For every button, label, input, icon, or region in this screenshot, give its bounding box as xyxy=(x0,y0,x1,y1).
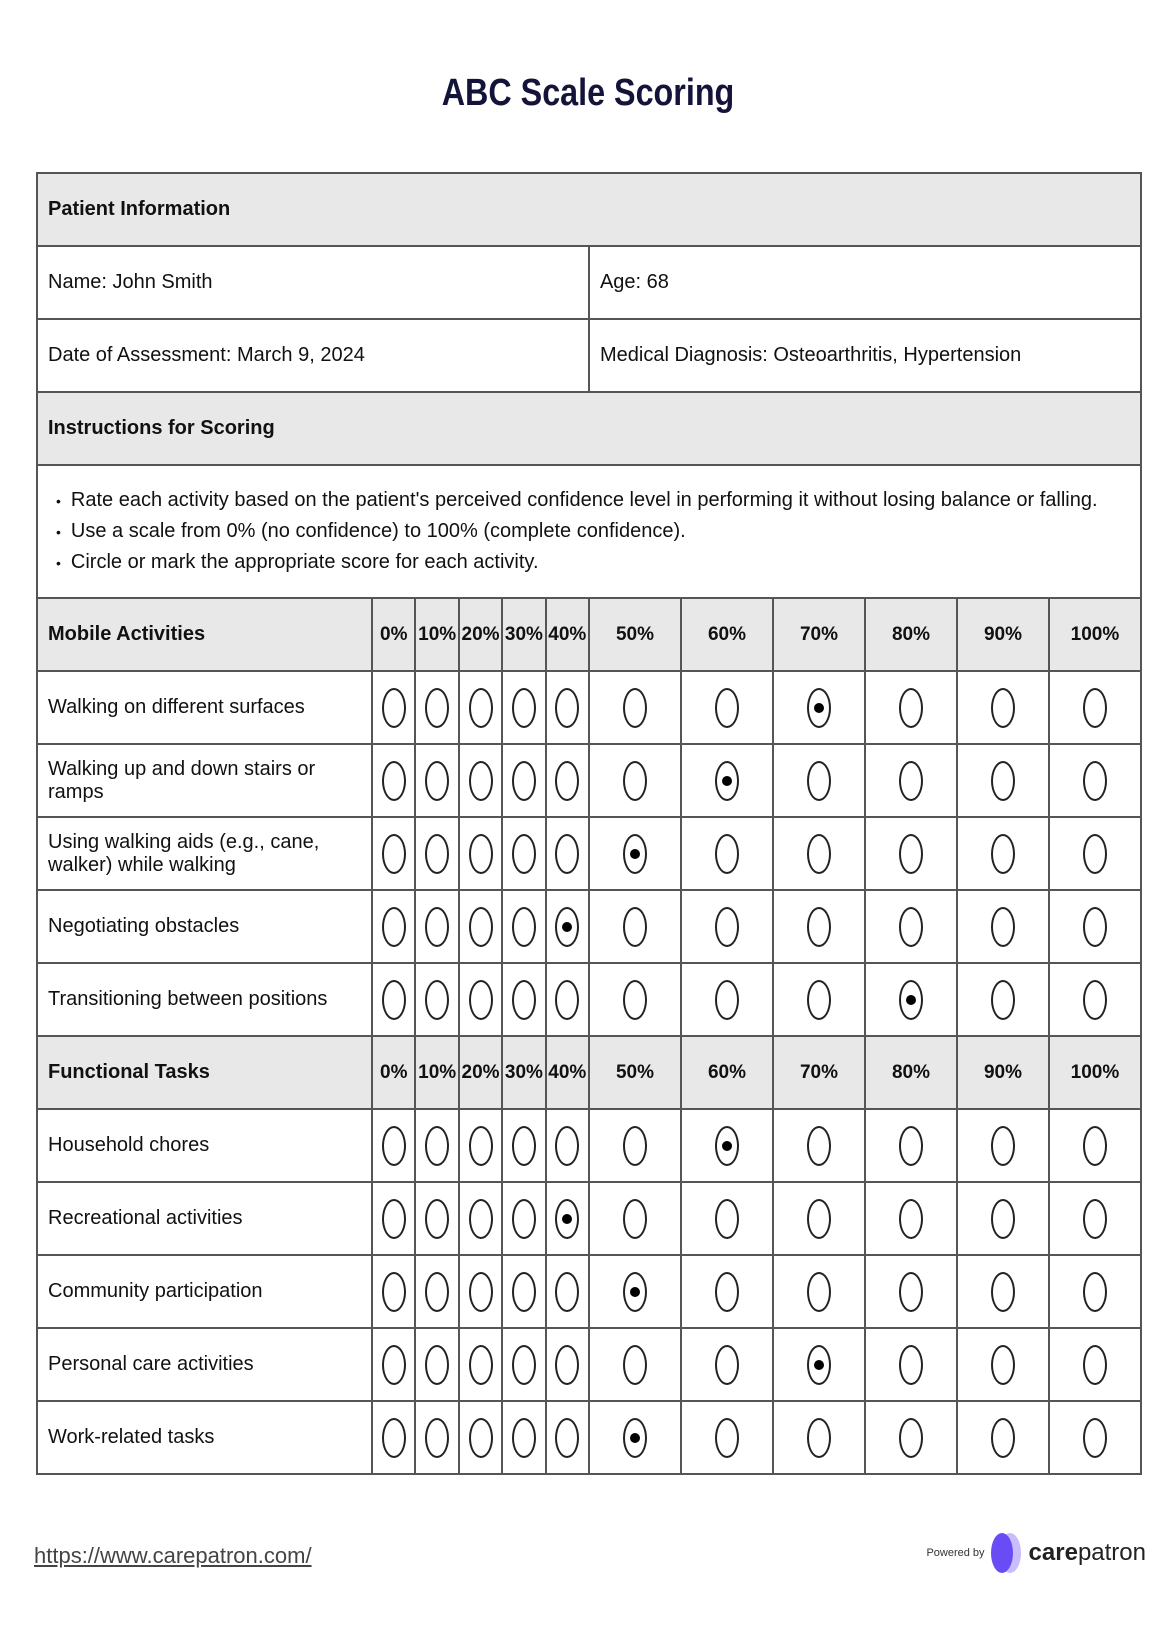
radio-cell xyxy=(372,671,415,744)
radio-cell xyxy=(372,1182,415,1255)
score-radio[interactable] xyxy=(555,688,579,728)
radio-cell xyxy=(1049,1109,1141,1182)
radio-cell xyxy=(372,890,415,963)
score-radio[interactable] xyxy=(512,1418,536,1458)
radio-cell xyxy=(372,817,415,890)
radio-cell xyxy=(865,1401,957,1474)
radio-cell xyxy=(372,1328,415,1401)
score-radio[interactable] xyxy=(991,1272,1015,1312)
radio-cell xyxy=(415,1401,458,1474)
radio-cell xyxy=(459,890,502,963)
activity-row xyxy=(37,1255,1141,1328)
score-radio[interactable] xyxy=(382,761,406,801)
activity-label: Negotiating obstacles xyxy=(37,890,372,963)
scale-header: 30% xyxy=(502,1036,545,1109)
powered-by-label: Powered by xyxy=(926,1547,985,1559)
radio-cell xyxy=(773,963,865,1036)
assessment-date: Date of Assessment: March 9, 2024 xyxy=(37,319,589,392)
score-radio[interactable] xyxy=(1083,761,1107,801)
activity-label: Community participation xyxy=(37,1255,372,1328)
score-radio[interactable] xyxy=(899,688,923,728)
score-radio[interactable] xyxy=(623,1345,647,1385)
radio-cell xyxy=(546,1109,589,1182)
scale-header: 0% xyxy=(372,598,415,671)
radio-cell xyxy=(502,671,545,744)
score-radio[interactable] xyxy=(382,688,406,728)
radio-cell xyxy=(681,963,773,1036)
radio-cell xyxy=(459,963,502,1036)
radio-cell xyxy=(865,744,957,817)
score-radio[interactable] xyxy=(991,1199,1015,1239)
radio-cell xyxy=(681,1109,773,1182)
scale-header: 90% xyxy=(957,1036,1049,1109)
scale-header: 80% xyxy=(865,1036,957,1109)
score-radio[interactable] xyxy=(469,1272,493,1312)
radio-cell xyxy=(681,1328,773,1401)
activity-label: Work-related tasks xyxy=(37,1401,372,1474)
radio-cell xyxy=(415,817,458,890)
activity-row xyxy=(37,671,1141,744)
activity-row xyxy=(37,744,1141,817)
radio-cell xyxy=(502,744,545,817)
score-radio[interactable] xyxy=(715,1418,739,1458)
score-radio[interactable] xyxy=(807,1345,831,1385)
score-radio[interactable] xyxy=(807,761,831,801)
activity-row xyxy=(37,1328,1141,1401)
score-radio[interactable] xyxy=(425,834,449,874)
radio-cell xyxy=(459,1109,502,1182)
scale-header: 80% xyxy=(865,598,957,671)
score-radio[interactable] xyxy=(555,907,579,947)
scale-header: 70% xyxy=(773,1036,865,1109)
radio-cell xyxy=(372,1109,415,1182)
radio-cell xyxy=(546,963,589,1036)
score-radio[interactable] xyxy=(512,688,536,728)
radio-cell xyxy=(459,817,502,890)
radio-cell xyxy=(415,1182,458,1255)
radio-cell xyxy=(957,963,1049,1036)
radio-cell xyxy=(773,890,865,963)
score-radio[interactable] xyxy=(899,1199,923,1239)
score-radio[interactable] xyxy=(382,1126,406,1166)
radio-cell xyxy=(957,1109,1049,1182)
radio-cell xyxy=(546,1255,589,1328)
activity-row xyxy=(37,1109,1141,1182)
radio-cell xyxy=(1049,1328,1141,1401)
instructions-header: Instructions for Scoring xyxy=(37,392,1141,465)
scale-header: 20% xyxy=(459,1036,502,1109)
activity-row xyxy=(37,817,1141,890)
radio-cell xyxy=(502,963,545,1036)
radio-cell xyxy=(502,817,545,890)
score-radio[interactable] xyxy=(807,688,831,728)
scale-header: 60% xyxy=(681,1036,773,1109)
radio-cell xyxy=(1049,744,1141,817)
radio-cell xyxy=(459,1328,502,1401)
score-radio[interactable] xyxy=(382,980,406,1020)
radio-cell xyxy=(589,963,681,1036)
score-radio[interactable] xyxy=(382,1272,406,1312)
radio-cell xyxy=(957,817,1049,890)
score-radio[interactable] xyxy=(991,1126,1015,1166)
radio-cell xyxy=(1049,963,1141,1036)
patient-age: Age: 68 xyxy=(589,246,1141,319)
radio-cell xyxy=(681,1182,773,1255)
patient-name: Name: John Smith xyxy=(37,246,589,319)
score-radio[interactable] xyxy=(469,834,493,874)
radio-cell xyxy=(773,1328,865,1401)
scale-header: 40% xyxy=(546,1036,589,1109)
score-radio[interactable] xyxy=(555,1272,579,1312)
score-radio[interactable] xyxy=(1083,907,1107,947)
score-radio[interactable] xyxy=(382,834,406,874)
radio-cell xyxy=(681,890,773,963)
activity-label: Walking up and down stairs or ramps xyxy=(37,744,372,817)
carepatron-link[interactable]: https://www.carepatron.com/ xyxy=(34,1543,312,1568)
radio-cell xyxy=(502,1109,545,1182)
score-radio[interactable] xyxy=(512,1272,536,1312)
score-radio[interactable] xyxy=(715,1272,739,1312)
radio-cell xyxy=(546,1328,589,1401)
score-radio[interactable] xyxy=(991,1345,1015,1385)
radio-cell xyxy=(865,817,957,890)
scale-header: 90% xyxy=(957,598,1049,671)
score-radio[interactable] xyxy=(991,980,1015,1020)
score-radio[interactable] xyxy=(555,761,579,801)
activity-label: Household chores xyxy=(37,1109,372,1182)
radio-cell xyxy=(1049,1401,1141,1474)
score-radio[interactable] xyxy=(469,980,493,1020)
score-radio[interactable] xyxy=(425,1126,449,1166)
radio-cell xyxy=(773,744,865,817)
radio-cell xyxy=(502,1328,545,1401)
score-radio[interactable] xyxy=(715,907,739,947)
score-radio[interactable] xyxy=(899,1272,923,1312)
radio-cell xyxy=(865,1182,957,1255)
score-radio[interactable] xyxy=(1083,834,1107,874)
score-radio[interactable] xyxy=(425,1418,449,1458)
scale-header: 100% xyxy=(1049,1036,1141,1109)
score-radio[interactable] xyxy=(715,761,739,801)
scale-header: 60% xyxy=(681,598,773,671)
radio-cell xyxy=(415,671,458,744)
activity-label: Using walking aids (e.g., cane, walker) while walking xyxy=(37,817,372,890)
instructions-list xyxy=(37,465,1141,598)
radio-cell xyxy=(589,1182,681,1255)
scale-header: 10% xyxy=(415,598,458,671)
radio-cell xyxy=(681,671,773,744)
radio-cell xyxy=(1049,1255,1141,1328)
radio-cell xyxy=(589,1255,681,1328)
section-header: Mobile Activities xyxy=(37,598,372,671)
abc-form-table xyxy=(36,172,1142,1475)
score-radio[interactable] xyxy=(469,1126,493,1166)
radio-cell xyxy=(502,1182,545,1255)
radio-cell xyxy=(372,963,415,1036)
score-radio[interactable] xyxy=(512,834,536,874)
scale-header: 10% xyxy=(415,1036,458,1109)
patient-info-header: Patient Information xyxy=(37,173,1141,246)
radio-cell xyxy=(459,671,502,744)
score-radio[interactable] xyxy=(512,1126,536,1166)
score-radio[interactable] xyxy=(623,761,647,801)
activity-row xyxy=(37,1401,1141,1474)
score-radio[interactable] xyxy=(899,1126,923,1166)
radio-cell xyxy=(773,671,865,744)
radio-cell xyxy=(957,1182,1049,1255)
radio-cell xyxy=(865,1109,957,1182)
radio-cell xyxy=(459,1401,502,1474)
radio-cell xyxy=(415,963,458,1036)
score-radio[interactable] xyxy=(899,1418,923,1458)
score-radio[interactable] xyxy=(899,761,923,801)
radio-cell xyxy=(589,1328,681,1401)
score-radio[interactable] xyxy=(1083,1126,1107,1166)
score-radio[interactable] xyxy=(469,1345,493,1385)
radio-cell xyxy=(681,1255,773,1328)
score-radio[interactable] xyxy=(899,834,923,874)
radio-cell xyxy=(459,744,502,817)
scale-header: 30% xyxy=(502,598,545,671)
score-radio[interactable] xyxy=(623,980,647,1020)
score-radio[interactable] xyxy=(469,688,493,728)
score-radio[interactable] xyxy=(991,834,1015,874)
score-radio[interactable] xyxy=(512,980,536,1020)
score-radio[interactable] xyxy=(382,1199,406,1239)
score-radio[interactable] xyxy=(991,907,1015,947)
carepatron-logo-icon xyxy=(991,1533,1013,1573)
score-radio[interactable] xyxy=(991,761,1015,801)
score-radio[interactable] xyxy=(623,688,647,728)
score-radio[interactable] xyxy=(512,907,536,947)
section-header-row xyxy=(37,1036,1141,1109)
radio-cell xyxy=(546,671,589,744)
radio-cell xyxy=(589,817,681,890)
score-radio[interactable] xyxy=(425,980,449,1020)
instruction-item: • Rate each activity based on the patient's perceived confidence level in performing it without losing balance or falling. xyxy=(56,485,1130,516)
radio-cell xyxy=(589,1401,681,1474)
instruction-item: • Use a scale from 0% (no confidence) to 100% (complete confidence). xyxy=(56,516,1130,547)
score-radio[interactable] xyxy=(807,1126,831,1166)
radio-cell xyxy=(681,744,773,817)
score-radio[interactable] xyxy=(469,1418,493,1458)
activity-row xyxy=(37,963,1141,1036)
score-radio[interactable] xyxy=(715,1126,739,1166)
score-radio[interactable] xyxy=(512,1199,536,1239)
radio-cell xyxy=(773,1401,865,1474)
score-radio[interactable] xyxy=(623,1126,647,1166)
score-radio[interactable] xyxy=(991,688,1015,728)
radio-cell xyxy=(502,1255,545,1328)
score-radio[interactable] xyxy=(1083,1272,1107,1312)
radio-cell xyxy=(415,1255,458,1328)
radio-cell xyxy=(589,890,681,963)
radio-cell xyxy=(773,1255,865,1328)
section-header: Functional Tasks xyxy=(37,1036,372,1109)
score-radio[interactable] xyxy=(807,1418,831,1458)
score-radio[interactable] xyxy=(807,834,831,874)
score-radio[interactable] xyxy=(555,1199,579,1239)
scale-header: 0% xyxy=(372,1036,415,1109)
radio-cell xyxy=(546,817,589,890)
section-header-row xyxy=(37,598,1141,671)
radio-cell xyxy=(681,817,773,890)
radio-cell xyxy=(957,671,1049,744)
radio-cell xyxy=(372,1255,415,1328)
score-radio[interactable] xyxy=(469,907,493,947)
score-radio[interactable] xyxy=(1083,1345,1107,1385)
radio-cell xyxy=(459,1182,502,1255)
activity-label: Transitioning between positions xyxy=(37,963,372,1036)
score-radio[interactable] xyxy=(715,980,739,1020)
score-radio[interactable] xyxy=(623,1199,647,1239)
radio-cell xyxy=(546,744,589,817)
score-radio[interactable] xyxy=(555,1345,579,1385)
score-radio[interactable] xyxy=(512,761,536,801)
scale-header: 50% xyxy=(589,598,681,671)
score-radio[interactable] xyxy=(425,1272,449,1312)
radio-cell xyxy=(773,817,865,890)
radio-cell xyxy=(681,1401,773,1474)
score-radio[interactable] xyxy=(807,907,831,947)
score-radio[interactable] xyxy=(555,834,579,874)
radio-cell xyxy=(773,1109,865,1182)
score-radio[interactable] xyxy=(715,834,739,874)
radio-cell xyxy=(546,1182,589,1255)
score-radio[interactable] xyxy=(425,761,449,801)
radio-cell xyxy=(1049,671,1141,744)
score-radio[interactable] xyxy=(899,980,923,1020)
score-radio[interactable] xyxy=(623,834,647,874)
radio-cell xyxy=(546,1401,589,1474)
score-radio[interactable] xyxy=(899,1345,923,1385)
scale-header: 20% xyxy=(459,598,502,671)
score-radio[interactable] xyxy=(555,1126,579,1166)
score-radio[interactable] xyxy=(425,1199,449,1239)
brand-name: carepatron xyxy=(1028,1539,1146,1566)
instruction-item: • Circle or mark the appropriate score for each activity. xyxy=(56,547,1130,578)
radio-cell xyxy=(865,671,957,744)
radio-cell xyxy=(957,890,1049,963)
score-radio[interactable] xyxy=(807,1199,831,1239)
score-radio[interactable] xyxy=(555,1418,579,1458)
radio-cell xyxy=(589,744,681,817)
scale-header: 70% xyxy=(773,598,865,671)
score-radio[interactable] xyxy=(715,1199,739,1239)
score-radio[interactable] xyxy=(1083,1199,1107,1239)
radio-cell xyxy=(459,1255,502,1328)
score-radio[interactable] xyxy=(382,1418,406,1458)
carepatron-logo xyxy=(926,1533,1146,1573)
activity-row xyxy=(37,890,1141,963)
activity-row xyxy=(37,1182,1141,1255)
score-radio[interactable] xyxy=(991,1418,1015,1458)
radio-cell xyxy=(415,1328,458,1401)
score-radio[interactable] xyxy=(469,761,493,801)
score-radio[interactable] xyxy=(425,907,449,947)
radio-cell xyxy=(865,1328,957,1401)
radio-cell xyxy=(865,963,957,1036)
page-title: ABC Scale Scoring xyxy=(441,72,735,114)
score-radio[interactable] xyxy=(623,1272,647,1312)
score-radio[interactable] xyxy=(1083,1418,1107,1458)
radio-cell xyxy=(957,744,1049,817)
radio-cell xyxy=(372,744,415,817)
radio-cell xyxy=(502,890,545,963)
score-radio[interactable] xyxy=(1083,980,1107,1020)
scale-header: 50% xyxy=(589,1036,681,1109)
radio-cell xyxy=(589,1109,681,1182)
activity-label: Walking on different surfaces xyxy=(37,671,372,744)
radio-cell xyxy=(1049,890,1141,963)
radio-cell xyxy=(415,890,458,963)
radio-cell xyxy=(415,1109,458,1182)
radio-cell xyxy=(372,1401,415,1474)
scale-header: 40% xyxy=(546,598,589,671)
score-radio[interactable] xyxy=(807,980,831,1020)
score-radio[interactable] xyxy=(623,1418,647,1458)
score-radio[interactable] xyxy=(425,688,449,728)
medical-diagnosis: Medical Diagnosis: Osteoarthritis, Hypertension xyxy=(589,319,1141,392)
radio-cell xyxy=(773,1182,865,1255)
radio-cell xyxy=(502,1401,545,1474)
score-radio[interactable] xyxy=(469,1199,493,1239)
score-radio[interactable] xyxy=(715,688,739,728)
radio-cell xyxy=(589,671,681,744)
activity-label: Personal care activities xyxy=(37,1328,372,1401)
score-radio[interactable] xyxy=(425,1345,449,1385)
scale-header: 100% xyxy=(1049,598,1141,671)
radio-cell xyxy=(415,744,458,817)
score-radio[interactable] xyxy=(382,907,406,947)
score-radio[interactable] xyxy=(555,980,579,1020)
radio-cell xyxy=(1049,817,1141,890)
radio-cell xyxy=(1049,1182,1141,1255)
score-radio[interactable] xyxy=(1083,688,1107,728)
score-radio[interactable] xyxy=(512,1345,536,1385)
radio-cell xyxy=(865,890,957,963)
radio-cell xyxy=(957,1255,1049,1328)
radio-cell xyxy=(546,890,589,963)
score-radio[interactable] xyxy=(715,1345,739,1385)
radio-cell xyxy=(957,1401,1049,1474)
score-radio[interactable] xyxy=(623,907,647,947)
activity-label: Recreational activities xyxy=(37,1182,372,1255)
radio-cell xyxy=(865,1255,957,1328)
score-radio[interactable] xyxy=(807,1272,831,1312)
score-radio[interactable] xyxy=(382,1345,406,1385)
score-radio[interactable] xyxy=(899,907,923,947)
radio-cell xyxy=(957,1328,1049,1401)
